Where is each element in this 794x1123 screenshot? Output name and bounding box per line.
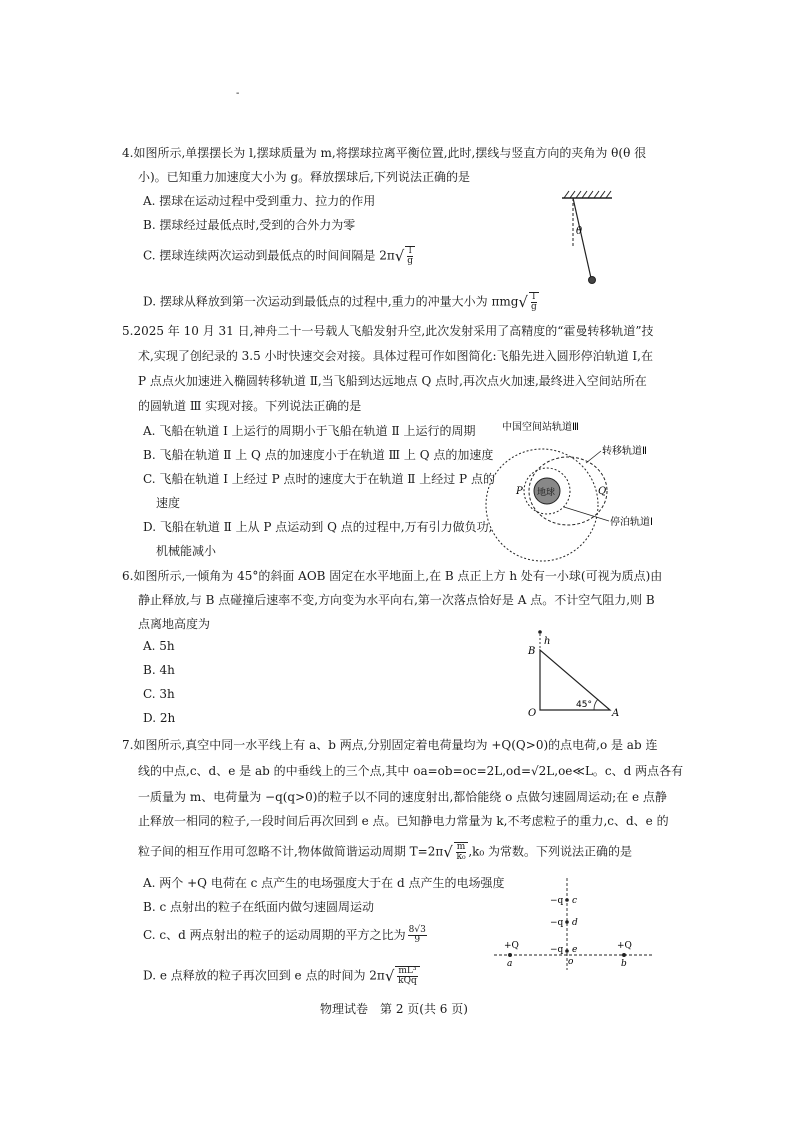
q4-option-b: B. 摆球经过最低点时,受到的合外力为零: [143, 218, 356, 232]
q6-option-c: C. 3h: [143, 687, 175, 701]
top-mark: -: [236, 88, 240, 99]
q5-option-b: B. 飞船在轨道 Ⅱ 上 Q 点的加速度小于在轨道 Ⅲ 上 Q 点的加速度: [143, 448, 494, 462]
orbit-figure: [480, 414, 670, 566]
q6-line-1: 6.如图所示,一倾角为 45°的斜面 AOB 固定在水平地面上,在 B 点正上方 h 处有一小球(可视为质点)由: [122, 569, 663, 583]
fraction-numerator: l: [408, 246, 412, 256]
fraction-denominator: g: [407, 256, 414, 266]
angle-arc: [594, 699, 598, 710]
label-d: d: [572, 918, 578, 928]
label-b: b: [621, 959, 627, 969]
label-a: A: [612, 708, 620, 718]
sqrt-symbol: √: [384, 967, 395, 985]
q7-option-c: [143, 926, 427, 945]
orbit3-label: 中国空间站轨道Ⅲ: [502, 422, 579, 433]
q5-option-c-line-1: C. 飞船在轨道 Ⅰ 上经过 P 点时的速度大于在轨道 Ⅱ 上经过 P 点的: [143, 472, 495, 486]
q4-option-d-text: D. 摆球从释放到第一次运动到最低点的过程中,重力的冲量大小为 πmg: [143, 294, 519, 309]
q5-option-d-line-2: 机械能减小: [156, 544, 217, 558]
label-c: c: [572, 896, 578, 906]
angle-theta-label: θ: [576, 226, 583, 237]
pendulum-bob: [589, 277, 596, 284]
point-d-dot: [565, 920, 569, 924]
fraction-denominator: g: [530, 302, 537, 312]
q7-option-c-text: C. c、d 两点射出的粒子的运动周期的平方之比为: [143, 928, 406, 942]
q5-option-c-line-2: 速度: [156, 496, 181, 510]
sqrt-symbol: √: [394, 247, 405, 265]
page-footer: 物理试卷 第 2 页(共 6 页): [320, 1002, 468, 1016]
q7-option-c-fraction: [408, 926, 427, 945]
point-e-dot: [565, 949, 569, 953]
q5-line-2: 术,实现了创纪录的 3.5 小时快速交会对接。具体过程可作如图简化:飞船先进入圆形停泊轨道 Ⅰ,在: [138, 349, 653, 363]
q4-option-c-fraction: [405, 246, 415, 266]
q4-option-d: [143, 292, 539, 312]
label-minus-q-c: −q: [550, 896, 564, 906]
incline-figure: [524, 624, 634, 718]
q4-line-1: 4.如图所示,单摆摆长为 l,摆球质量为 m,将摆球拉离平衡位置,此时,摆线与竖直方向的夹角为 θ(θ 很: [122, 146, 647, 160]
q4-option-c: [143, 246, 415, 266]
q5-option-a: A. 飞船在轨道 Ⅰ 上运行的周期小于飞船在轨道 Ⅱ 上运行的周期: [143, 424, 476, 438]
ceiling-hatch: [564, 191, 611, 198]
q6-line-3: 点离地高度为: [138, 617, 211, 631]
q7-line-5-pre: 粒子间的相互作用可忽略不计,物体做简谐运动周期 T=2π: [138, 844, 444, 859]
q7-option-d-fraction: [395, 966, 419, 986]
q5-line-4: 的圆轨道 Ⅲ 实现对接。下列说法正确的是: [138, 399, 362, 413]
fraction-numerator: mL³: [398, 966, 417, 976]
orbit1-pointer: [564, 507, 609, 521]
sqrt-symbol: √: [518, 293, 528, 311]
pendulum-string: [573, 198, 591, 278]
charges-figure: [488, 876, 658, 972]
earth-label: 地球: [537, 487, 556, 497]
orbit1-label: 停泊轨道Ⅰ: [610, 517, 653, 528]
q7-option-b: B. c 点射出的粒子在纸面内做匀速圆周运动: [143, 900, 374, 914]
label-e: e: [572, 945, 578, 955]
label-o: O: [528, 708, 537, 718]
label-b: B: [528, 646, 536, 657]
orbit2-pointer: [586, 451, 601, 463]
charge-b-dot: [622, 953, 626, 957]
q7-line-5-post: ,k₀ 为常数。下列说法正确的是: [468, 844, 633, 859]
label-h: h: [544, 636, 551, 647]
q6-option-a: A. 5h: [143, 639, 175, 653]
fraction-denominator: k₀: [456, 852, 466, 862]
q6-option-d: D. 2h: [143, 711, 176, 725]
orbit2-label: 转移轨道Ⅱ: [602, 446, 647, 457]
point-p-label: P: [516, 486, 523, 497]
ball-dot: [538, 630, 542, 634]
label-a: a: [507, 959, 513, 969]
q7-option-d-text: D. e 点释放的粒子再次回到 e 点的时间为 2π: [143, 968, 385, 983]
q7-line-5: [138, 842, 632, 862]
point-c-dot: [565, 898, 569, 902]
point-q-label: Q: [598, 486, 607, 497]
q4-option-a: A. 摆球在运动过程中受到重力、拉力的作用: [143, 194, 376, 208]
q4-line-2: 小)。已知重力加速度大小为 g。释放摆球后,下列说法正确的是: [138, 170, 470, 184]
q6-line-2: 静止释放,与 B 点碰撞后速率不变,方向变为水平向右,第一次落点恰好是 A 点。不计空气阻力,则 B: [138, 593, 655, 607]
q7-line-4: 止释放一相同的粒子,一段时间后再次回到 e 点。已知静电力常量为 k,不考虑粒子的重力,c、d、e 的: [138, 814, 669, 828]
q5-option-d-line-1: D. 飞船在轨道 Ⅱ 上从 P 点运动到 Q 点的过程中,万有引力做负功,: [143, 520, 493, 534]
q7-option-d: [143, 966, 420, 986]
q5-line-3: P 点点火加速进入椭圆转移轨道 Ⅱ,当飞船到达远地点 Q 点时,再次点火加速,最终进入空间站所在: [138, 374, 647, 388]
label-minus-q-d: −q: [550, 918, 564, 928]
fraction-numerator: l: [532, 292, 536, 302]
orbit-3-circle: [486, 449, 598, 561]
pendulum-figure: [556, 188, 620, 288]
label-minus-q-e: −q: [550, 945, 564, 955]
q7-line-2: 线的中点,c、d、e 是 ab 的中垂线上的三个点,其中 oa=ob=oc=2L,od=√2L,oe≪L。c、d 两点各有: [138, 764, 684, 778]
q7-option-a: A. 两个 +Q 电荷在 c 点产生的电场强度大于在 d 点产生的电场强度: [143, 876, 505, 890]
label-plus-q-a: +Q: [504, 941, 519, 951]
q7-line-1: 7.如图所示,真空中同一水平线上有 a、b 两点,分别固定着电荷量均为 +Q(Q>0)的点电荷,o 是 ab 连: [122, 738, 658, 752]
q6-option-b: B. 4h: [143, 663, 175, 677]
fraction-numerator: 8√3: [408, 925, 426, 935]
fraction-denominator: kQq: [398, 976, 417, 986]
q7-line-3: 一质量为 m、电荷量为 −q(q>0)的粒子以不同的速度射出,都恰能绕 o 点做匀速圆周运动;在 e 点静: [138, 790, 667, 804]
label-45-degrees: 45°: [576, 700, 592, 710]
charge-a-dot: [508, 953, 512, 957]
sqrt-symbol: √: [443, 843, 453, 861]
fraction-numerator: m: [456, 842, 466, 852]
incline-triangle: [540, 650, 610, 710]
q4-option-d-fraction: [529, 292, 539, 312]
label-o: o: [568, 957, 574, 967]
q7-line-5-fraction: [454, 842, 469, 862]
q5-line-1: 5.2025 年 10 月 31 日,神舟二十一号载人飞船发射升空,此次发射采用了高精度的“霍曼转移轨道”技: [122, 324, 654, 338]
label-plus-q-b: +Q: [617, 941, 632, 951]
q4-option-c-text: C. 摆球连续两次运动到最低点的时间间隔是 2π: [143, 248, 395, 263]
fraction-denominator: 9: [414, 935, 421, 945]
